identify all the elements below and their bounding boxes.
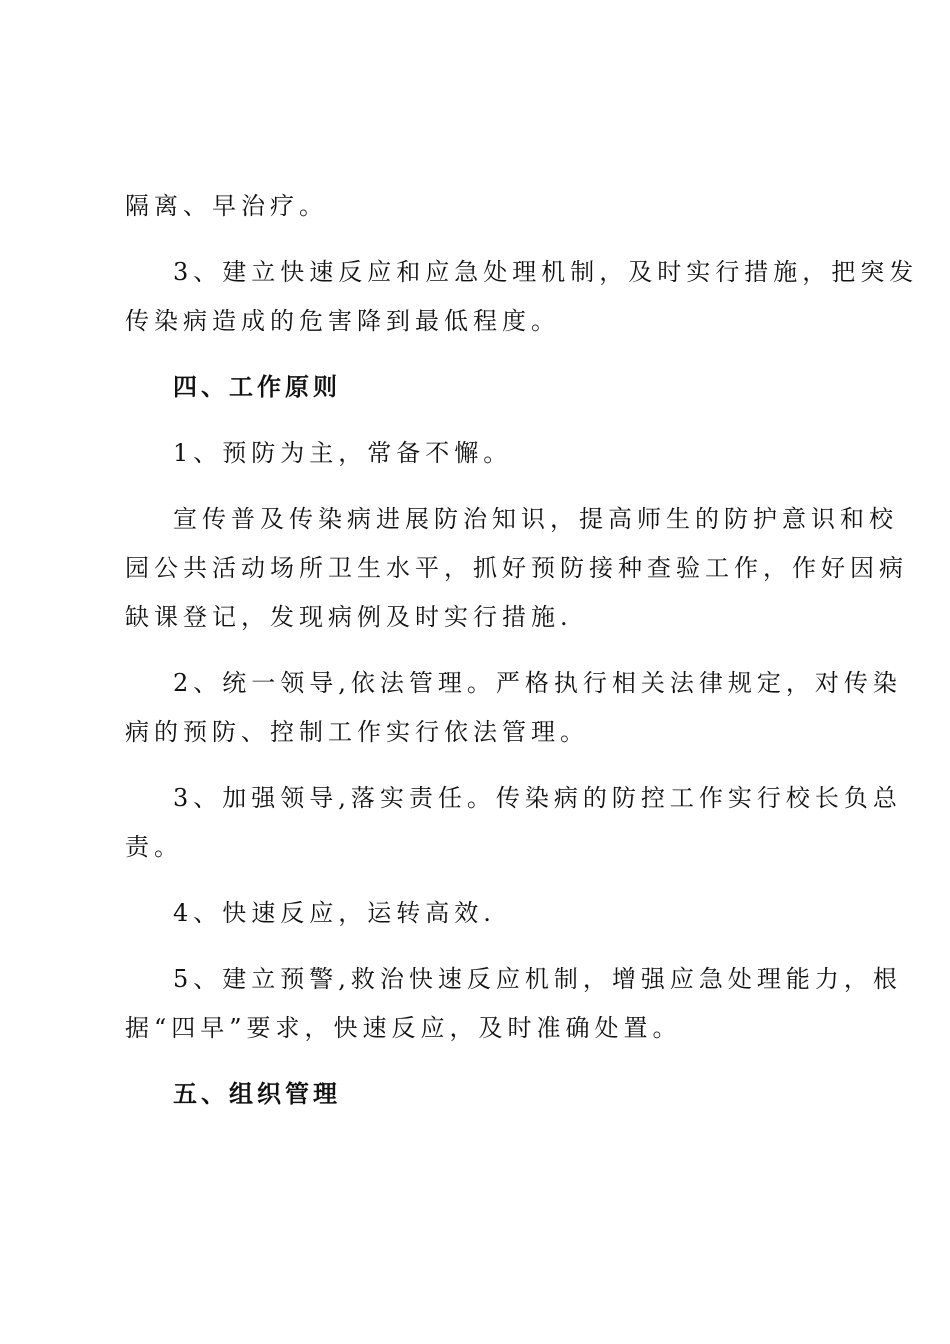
text-line: 据“四早”要求，快速反应，及时准确处置。 <box>125 1014 682 1042</box>
text-line: 隔离、早治疗。 <box>125 192 328 220</box>
text-line: 2、统一领导,依法管理。严格执行相关法律规定，对传染 <box>173 669 902 697</box>
text-line: 5、建立预警,救治快速反应机制，增强应急处理能力，根 <box>173 965 902 993</box>
text-line: 1、预防为主，常备不懈。 <box>173 439 513 467</box>
section-heading: 五、组织管理 <box>173 1080 341 1108</box>
text-line: 宣传普及传染病进展防治知识，提高师生的防护意识和校 <box>173 505 898 533</box>
text-line: 园公共活动场所卫生水平，抓好预防接种查验工作，作好因病 <box>125 554 908 582</box>
text-line: 传染病造成的危害降到最低程度。 <box>125 307 560 335</box>
text-line: 3、加强领导,落实责任。传染病的防控工作实行校长负总 <box>173 784 902 812</box>
text-line: 病的预防、控制工作实行依法管理。 <box>125 718 589 746</box>
text-line: 3、建立快速反应和应急处理机制，及时实行措施，把突发 <box>173 258 919 286</box>
section-heading: 四、工作原则 <box>173 373 341 401</box>
text-line: 缺课登记，发现病例及时实行措施. <box>125 603 573 631</box>
text-line: 4、快速反应，运转高效. <box>173 899 496 927</box>
text-line: 责。 <box>125 833 183 861</box>
